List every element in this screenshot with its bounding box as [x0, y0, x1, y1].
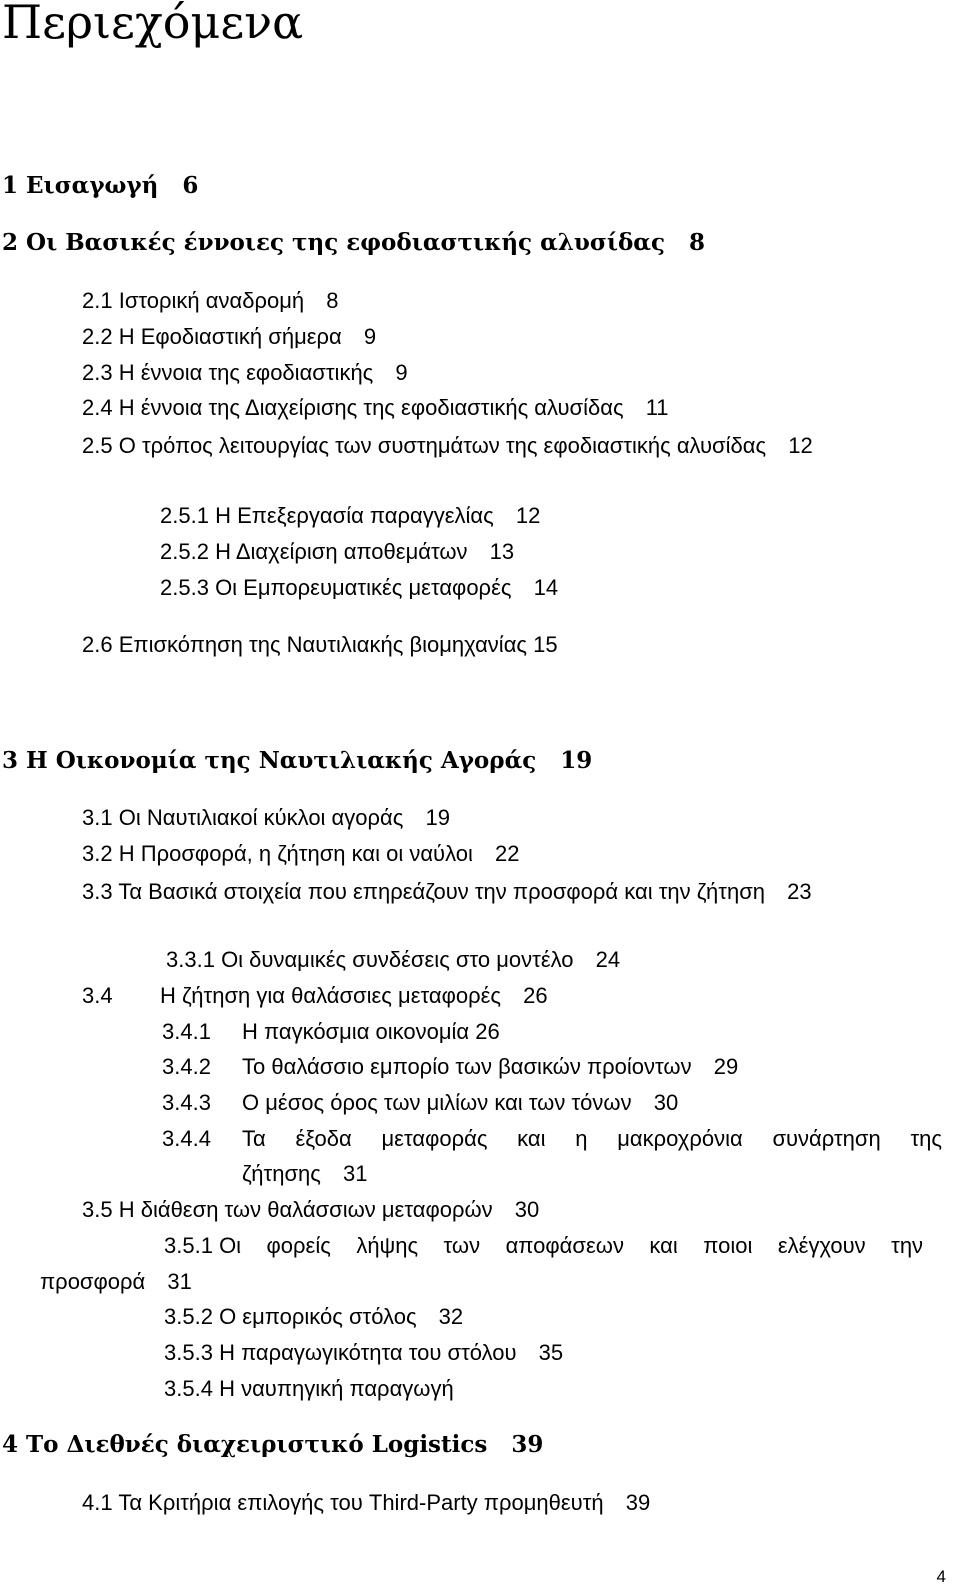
entry-page: 12: [788, 433, 813, 458]
entry-page: 29: [713, 1054, 739, 1079]
entry-page: 26: [523, 983, 548, 1008]
toc-entry-3-5-4[interactable]: [164, 1374, 454, 1404]
entry-number: 2.5.3: [160, 575, 209, 600]
entry-page: 19: [560, 747, 593, 774]
entry-text-line1: Οι φορείς λήψης των αποφάσεων και ποιοι ελέγχουν την: [219, 1233, 924, 1258]
entry-text: Η διάθεση των θαλάσσιων μεταφορών: [118, 1197, 493, 1222]
entry-text: Η Εφοδιαστική σήμερα: [118, 324, 342, 349]
entry-page: 35: [538, 1340, 564, 1365]
entry-number: 3: [2, 747, 19, 774]
entry-page: 9: [395, 360, 408, 385]
entry-number: 3.4.4: [162, 1126, 211, 1151]
entry-text: Τα Βασικά στοιχεία που επηρεάζουν την προσφορά και την ζήτηση: [118, 879, 766, 904]
toc-entry-2-6[interactable]: [82, 630, 558, 660]
entry-page: 13: [489, 539, 515, 564]
entry-text: Η ναυπηγική παραγωγή: [219, 1376, 454, 1401]
entry-text: Η Επεξεργασία παραγγελίας: [215, 503, 494, 528]
entry-page: 14: [533, 575, 559, 600]
toc-entry-3-5-3[interactable]: [164, 1338, 563, 1368]
toc-entry-3-4-4-cont[interactable]: [242, 1159, 368, 1189]
entry-text: Η Διαχείριση αποθεμάτων: [215, 539, 468, 564]
toc-entry-3-5-1-cont[interactable]: [40, 1267, 192, 1297]
entry-text: Η έννοια της Διαχείρισης της εφοδιαστικής αλυσίδας: [118, 395, 624, 420]
entry-number: 3.5.1: [164, 1233, 213, 1258]
entry-text: Οι δυναμικές συνδέσεις στο μοντέλο: [221, 947, 574, 972]
toc-entry-3-5-1[interactable]: [164, 1231, 923, 1261]
toc-entry-2-5-1[interactable]: [160, 501, 540, 531]
entry-number: 2.6: [82, 632, 113, 657]
entry-text: Η Προσφορά, η ζήτηση και οι ναύλοι: [118, 841, 473, 866]
entry-text-line1: Τα έξοδα μεταφοράς και η μακροχρόνια συνάρτηση της: [242, 1126, 942, 1151]
entry-number: 3.5.4: [164, 1376, 213, 1401]
entry-page: 11: [645, 395, 669, 420]
toc-entry-3-5[interactable]: [82, 1195, 539, 1225]
toc-entry-2-1[interactable]: [82, 286, 339, 316]
entry-page: 24: [595, 947, 621, 972]
entry-page: 39: [511, 1431, 544, 1458]
entry-page: 8: [326, 288, 339, 313]
toc-entry-1[interactable]: [2, 171, 198, 201]
entry-number: 3.4.3: [162, 1090, 211, 1115]
entry-number: 3.3: [82, 879, 113, 904]
entry-page: 30: [653, 1090, 679, 1115]
entry-number: 2.3: [82, 360, 113, 385]
entry-text: Ο τρόπος λειτουργίας των συστημάτων της εφοδιαστικής αλυσίδας: [118, 433, 767, 458]
entry-page: 15: [533, 632, 558, 657]
entry-text: Η έννοια της εφοδιαστικής: [118, 360, 374, 385]
toc-entry-3-3-1[interactable]: [166, 945, 620, 975]
toc-entry-3-5-2[interactable]: [164, 1302, 463, 1332]
entry-page: 31: [343, 1161, 368, 1186]
entry-page: 22: [494, 841, 520, 866]
entry-text: Η ζήτηση για θαλάσσιες μεταφορές: [160, 983, 502, 1008]
entry-text: Η Οικονομία της Ναυτιλιακής Αγοράς: [26, 747, 537, 774]
entry-number: 2.2: [82, 324, 113, 349]
toc-entry-2-5[interactable]: [82, 428, 944, 464]
entry-page: 26: [475, 1019, 500, 1044]
toc-entry-3[interactable]: [2, 746, 592, 776]
entry-page: 19: [425, 805, 450, 830]
entry-number: 3.4: [82, 983, 113, 1008]
entry-text: Η παραγωγικότητα του στόλου: [219, 1340, 517, 1365]
entry-text: Οι Βασικές έννοιες της εφοδιαστικής αλυσίδας: [26, 229, 665, 256]
entry-text: Το θαλάσσιο εμπορίο των βασικών προίοντων: [242, 1054, 692, 1079]
entry-number: 3.3.1: [166, 947, 215, 972]
entry-text: Ο μέσος όρος των μιλίων και των τόνων: [242, 1090, 632, 1115]
toc-entry-2-5-2[interactable]: [160, 537, 514, 567]
entry-text: Ιστορική αναδρομή: [118, 288, 305, 313]
entry-number: 4.1: [82, 1490, 113, 1515]
toc-entry-4[interactable]: [2, 1430, 543, 1460]
entry-number: 2.5.2: [160, 539, 209, 564]
entry-number: 2.4: [82, 395, 113, 420]
toc-entry-2-2[interactable]: [82, 322, 376, 352]
entry-number: 2.5: [82, 433, 113, 458]
entry-number: 3.5: [82, 1197, 113, 1222]
toc-entry-3-4-1[interactable]: [162, 1017, 500, 1047]
entry-text: Οι Ναυτιλιακοί κύκλοι αγοράς: [118, 805, 404, 830]
entry-text: Η παγκόσμια οικονομία: [242, 1019, 470, 1044]
page-title: Περιεχόμενα: [2, 0, 304, 49]
toc-entry-3-2[interactable]: [82, 839, 519, 869]
entry-number: 2.1: [82, 288, 113, 313]
entry-page: 39: [625, 1490, 651, 1515]
toc-entry-3-4-4[interactable]: [162, 1124, 942, 1154]
entry-number: 2.5.1: [160, 503, 209, 528]
toc-entry-3-4-2[interactable]: [162, 1052, 738, 1082]
toc-entry-2-4[interactable]: [82, 393, 669, 423]
entry-page: 9: [363, 324, 377, 349]
toc-entry-2-5-3[interactable]: [160, 573, 558, 603]
entry-number: 3.2: [82, 841, 113, 866]
entry-text: Εισαγωγή: [26, 172, 159, 199]
entry-number: 2: [2, 229, 19, 256]
toc-entry-2[interactable]: [2, 228, 705, 258]
entry-number: 1: [2, 172, 19, 199]
entry-text: Ο εμπορικός στόλος: [219, 1304, 417, 1329]
entry-page: 8: [689, 229, 706, 256]
entry-page: 31: [167, 1269, 192, 1294]
entry-number: 3.5.2: [164, 1304, 213, 1329]
toc-entry-4-1[interactable]: [82, 1488, 650, 1518]
entry-text-line2: προσφορά: [40, 1269, 146, 1294]
entry-text: Οι Εμπορευματικές μεταφορές: [215, 575, 512, 600]
toc-entry-3-3[interactable]: [82, 874, 944, 910]
toc-entry-2-3[interactable]: [82, 358, 408, 388]
entry-text: Το Διεθνές διαχειριστικό Logistics: [26, 1431, 488, 1458]
entry-text: Τα Κριτήρια επιλογής του Third-Party προμηθευτή: [118, 1490, 604, 1515]
toc-entry-3-4[interactable]: [82, 981, 548, 1011]
toc-entry-3-1[interactable]: [82, 803, 450, 833]
entry-number: 3.1: [82, 805, 113, 830]
entry-page: 23: [787, 879, 812, 904]
toc-entry-3-4-3[interactable]: [162, 1088, 678, 1118]
entry-text-line2: ζήτησης: [242, 1161, 321, 1186]
entry-number: 3.5.3: [164, 1340, 213, 1365]
entry-number: 3.4.1: [162, 1019, 211, 1044]
entry-text: Επισκόπηση της Ναυτιλιακής βιομηχανίας: [118, 632, 528, 657]
page-number: 4: [936, 1567, 946, 1586]
entry-page: 6: [182, 172, 199, 199]
entry-number: 3.4.2: [162, 1054, 211, 1079]
entry-number: 4: [2, 1431, 19, 1458]
entry-page: 32: [438, 1304, 464, 1329]
entry-page: 12: [515, 503, 541, 528]
entry-page: 30: [514, 1197, 540, 1222]
